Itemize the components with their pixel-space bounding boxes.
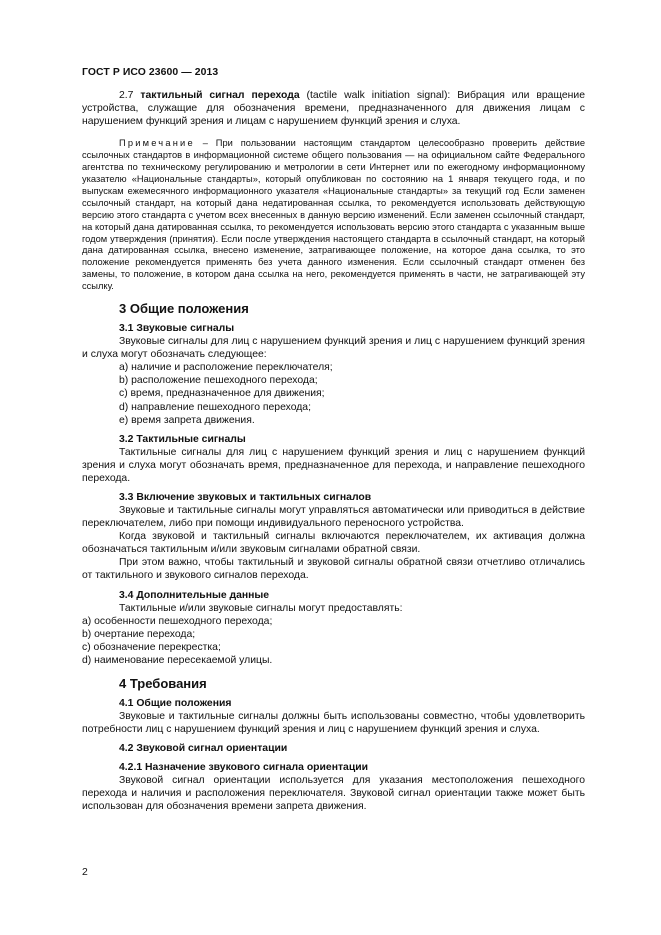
section-3-title: 3 Общие положения	[119, 301, 249, 317]
section-3-3-p3: При этом важно, чтобы тактильный и звуковой сигналы обратной связи отчетливо отличались от тактильного и звукового сигналов перехода.	[82, 557, 585, 582]
section-3-3-p2: Когда звуковой и тактильный сигналы включаются переключателем, их активация должна обозначаться тактильным и/или звуковым сигналами обратной связи.	[82, 531, 585, 556]
term-number: 2.7	[119, 90, 134, 101]
list-item: c) обозначение перекрестка;	[82, 641, 221, 653]
section-4-title: 4 Требования	[119, 676, 207, 692]
list-item: d) наименование пересекаемой улицы.	[82, 654, 273, 666]
term-2-7	[82, 89, 585, 128]
section-4-2-1-title: 4.2.1 Назначение звукового сигнала ориентации	[119, 762, 368, 774]
list-item: b) очертание перехода;	[82, 628, 196, 640]
page-content	[82, 89, 585, 814]
section-4-2-title: 4.2 Звуковой сигнал ориентации	[119, 743, 288, 755]
section-4-1-text: Звуковые и тактильные сигналы должны быть использованы совместно, чтобы удовлетворить потребности лиц с нарушением функций зрения и лиц с нарушением функций зрения и слуха.	[82, 711, 585, 736]
section-3-4-title: 3.4 Дополнительные данные	[119, 589, 270, 601]
note-label: Примечание	[119, 138, 195, 149]
term-definition: (tactile walk initiation signal): Вибрация или вращение устройства, служащие для обозначения времени, предназначенного для движения лицам с нарушением функций зрения и лицам с нарушением функций зрения и слуха.	[82, 90, 585, 128]
page-number: 2	[82, 867, 88, 878]
term-name: тактильный сигнал перехода	[140, 90, 300, 101]
list-item: e) время запрета движения.	[119, 414, 255, 426]
list-item: d) направление пешеходного перехода;	[119, 401, 311, 413]
list-item: a) особенности пешеходного перехода;	[82, 615, 273, 627]
list-item: c) время, предназначенное для движения;	[119, 388, 325, 400]
section-4-2-1-text: Звуковой сигнал ориентации используется для указания местоположения пешеходного перехода и наличия и расположения переключателя. Звуковой сигнал ориентации также может быть использован для обозначения времени запрета движения.	[82, 775, 585, 813]
section-3-2-title: 3.2 Тактильные сигналы	[119, 433, 246, 445]
section-3-1-intro: Звуковые сигналы для лиц с нарушением функций зрения и лиц с нарушением функций зрения и слуха могут обозначать следующее:	[82, 336, 585, 361]
section-3-4-intro: Тактильные и/или звуковые сигналы могут предоставлять:	[119, 602, 403, 614]
section-3-3-title: 3.3 Включение звуковых и тактильных сигналов	[119, 492, 372, 503]
section-3-3-p1: Звуковые и тактильные сигналы могут управляться автоматически или приводиться в действие переключателем, либо при помощи индивидуального переносного устройства.	[82, 505, 585, 530]
note-text: – При пользовании настоящим стандартом целесообразно проверить действие ссылочных стандартов в информационной системе общего пользования — на официальном сайте Федерального агентства по техническому регулированию и метрологии в сети Интернет или по ежегодному информационному указателю «Национальные стандарты», который опубликован по состоянию на 1 января текущего года, и по выпускам ежемесячного информационного указателя «Национальные стандарты» за текущий год Если заменен ссылочный стандарт, на который дана недатированная ссылка, то рекомендуется использовать действующую версию этого стандарта с учетом всех внесенных в данную версию изменений. Если заменен ссылочный стандарт, на который дана датированная ссылка, то рекомендуется использовать версию этого стандарта с указанным выше годом утверждения (принятия). Если после утверждения настоящего стандарта в ссылочный стандарт, на который дана датированная ссылка, внесено изменение, затрагивающее положение, на которое дана ссылка, то это положение рекомендуется применять без учета данного изменения. Если ссылочный стандарт отменен без замены, то положение, в котором дана ссылка на него, рекомендуется применять в части, не затрагивающей эту ссылку.	[82, 138, 585, 292]
section-4-1-title: 4.1 Общие положения	[119, 698, 232, 710]
section-3-2-text: Тактильные сигналы для лиц с нарушением функций зрения и лиц с нарушением функций зрения и слуха могут обозначать время, предназначенное для перехода, и направление пешеходного перехода.	[82, 446, 585, 484]
document-header: ГОСТ Р ИСО 23600 — 2013	[82, 67, 219, 78]
list-item: a) наличие и расположение переключателя;	[119, 362, 333, 374]
note-paragraph	[82, 138, 585, 293]
section-3-1-title: 3.1 Звуковые сигналы	[119, 323, 235, 335]
list-item: b) расположение пешеходного перехода;	[119, 375, 318, 387]
